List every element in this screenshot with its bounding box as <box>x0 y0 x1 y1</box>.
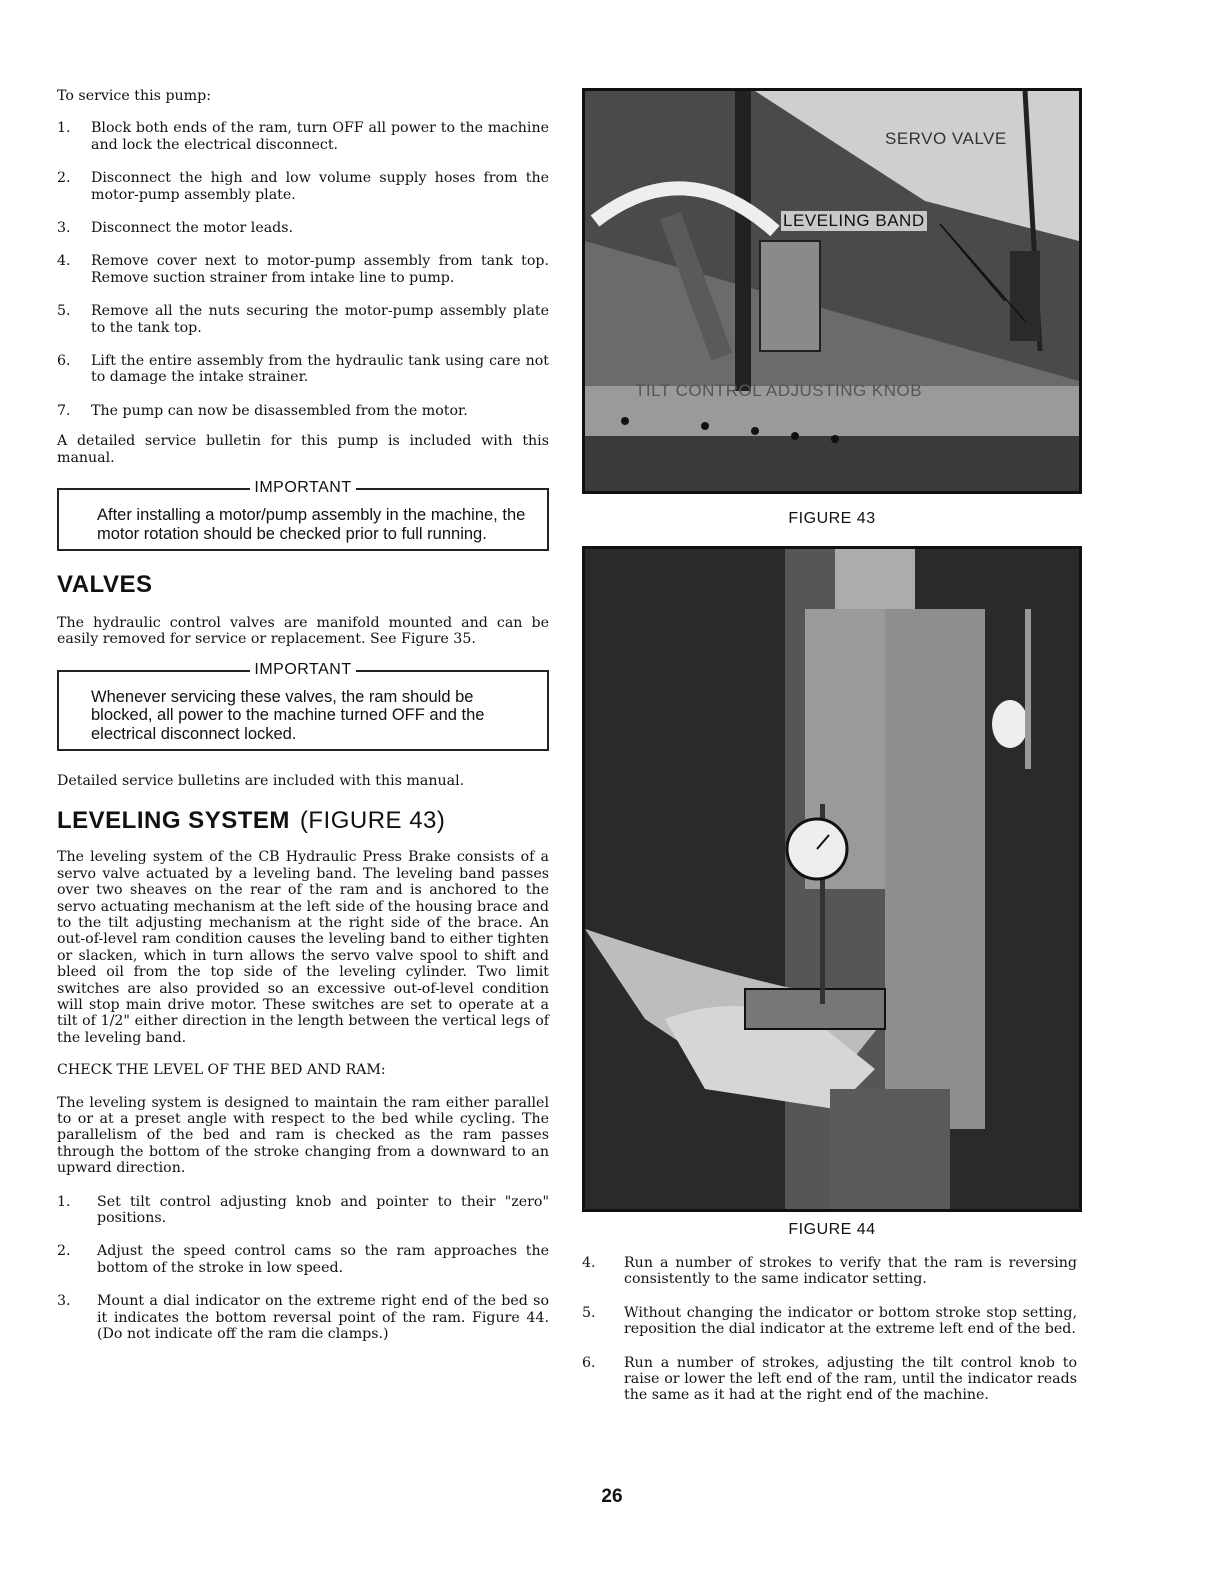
figure-43-photo <box>582 88 1082 494</box>
valves-text: The hydraulic control valves are manifold mounted and can be easily removed for service or replacement. See Figure 35. <box>57 614 549 648</box>
pump-service-steps <box>57 120 549 419</box>
check-level-heading: CHECK THE LEVEL OF THE BED AND RAM: <box>57 1062 386 1079</box>
right-column <box>582 88 1082 1421</box>
figure-44-photo <box>582 546 1082 1212</box>
important-title: IMPORTANT <box>250 661 355 678</box>
leveling-system-text: The leveling system of the CB Hydraulic Press Brake consists of a servo valve actuated by a leveling band. The leveling band passes over two sheaves on the rear of the ram and is anchored to the servo actuating mechanism at the left side of the housing brace and to the tilt adjusting mechanism at the right side of the brace. An out-of-level ram condition causes the leveling band to either tighten or slacken, which in turn allows the servo valve spool to shift and bleed oil from the top side of the leveling cylinder. Two limit switches are also provided so an excessive out-of-level condition will stop main drive motor. These switches are set to operate at a tilt of 1/2" either direction in the length between the vertical legs of the leveling band. <box>57 849 549 1046</box>
leveling-heading-figure-ref: (FIGURE 43) <box>299 807 446 835</box>
leveling-band-callout: LEVELING BAND <box>783 211 925 230</box>
left-column <box>57 88 549 1360</box>
list-item: 2. Disconnect the high and low volume supply hoses from the motor-pump assembly plate. <box>57 170 549 203</box>
leveling-heading-title: LEVELING SYSTEM <box>57 807 290 835</box>
pump-service-intro: To service this pump: <box>57 88 211 104</box>
figure-44-illustration <box>585 549 1079 1209</box>
important-text: Whenever servicing these valves, the ram should be blocked, all power to the machine turned OFF and the electrical disconnect locked. <box>91 687 485 743</box>
check-level-text: The leveling system is designed to maintain the ram either parallel to or at a preset angle with respect to the bed while cycling. The parallelism of the bed and ram is checked as the ram passes through the bottom of the stroke changing from a downward to an upward direction. <box>57 1094 549 1177</box>
figure-43-illustration <box>585 91 1079 491</box>
list-item: 1. Set tilt control adjusting knob and pointer to their "zero" positions. <box>57 1193 549 1227</box>
list-item: 2. Adjust the speed control cams so the ram approaches the bottom of the stroke in low speed. <box>57 1243 549 1276</box>
list-item: 3. Disconnect the motor leads. <box>57 220 294 237</box>
important-box-motor <box>57 479 549 551</box>
list-item: 7. The pump can now be disassembled from the motor. <box>57 402 468 419</box>
list-item: 3. Mount a dial indicator on the extreme right end of the bed so it indicates the bottom reversal point of the ram. Figure 44. (Do not indicate off the ram die clamps.) <box>57 1293 549 1343</box>
servo-valve-callout: SERVO VALVE <box>885 129 1007 148</box>
important-text: After installing a motor/pump assembly in the machine, the motor rotation should be checked prior to full running. <box>97 506 526 543</box>
tilt-control-knob-callout: TILT CONTROL ADJUSTING KNOB <box>635 381 923 400</box>
figure-43-caption: FIGURE 43 <box>788 510 876 527</box>
bulletins-note: Detailed service bulletins are included with this manual. <box>57 772 465 789</box>
check-level-steps-right <box>582 1255 1077 1404</box>
check-level-steps-left <box>57 1194 549 1343</box>
list-item: 5. Remove all the nuts securing the motor-pump assembly plate to the tank top. <box>57 303 549 336</box>
important-title: IMPORTANT <box>250 479 355 496</box>
pump-bulletin-note: A detailed service bulletin for this pump is included with this manual. <box>57 433 549 466</box>
list-item: 5. Without changing the indicator or bottom stroke stop setting, reposition the dial indicator at the extreme left end of the bed. <box>582 1304 1077 1338</box>
list-item: 6. Run a number of strokes, adjusting the tilt control knob to raise or lower the left end of the ram, until the indicator reads the same as it had at the right end of the machine. <box>582 1354 1077 1404</box>
important-box-valves <box>57 660 549 751</box>
figure-44-caption: FIGURE 44 <box>788 1221 876 1238</box>
valves-heading: VALVES <box>57 570 153 598</box>
page-number: 26 <box>601 1486 623 1507</box>
leveling-system-heading <box>57 807 549 835</box>
list-item: 1. Block both ends of the ram, turn OFF all power to the machine and lock the electrical disconnect. <box>57 120 549 153</box>
list-item: 4. Remove cover next to motor-pump assembly from tank top. Remove suction strainer from intake line to pump. <box>57 253 549 286</box>
list-item: 4. Run a number of strokes to verify that the ram is reversing consistently to the same indicator setting. <box>582 1255 1077 1288</box>
list-item: 6. Lift the entire assembly from the hydraulic tank using care not to damage the intake strainer. <box>57 353 549 386</box>
